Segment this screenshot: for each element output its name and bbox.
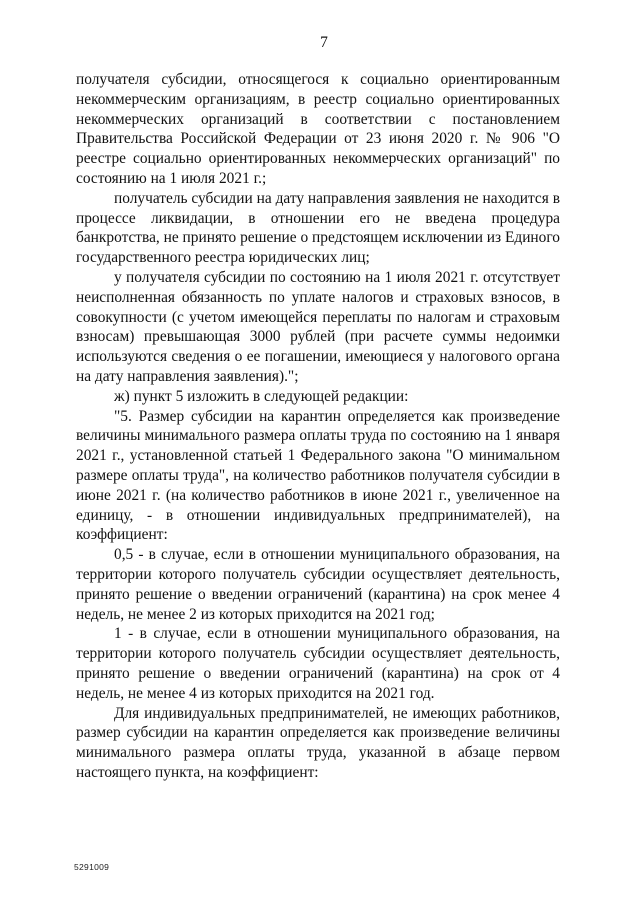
paragraph-8: Для индивидуальных предпринимателей, не имеющих работников, размер субсидии на карантин определяется как произведение величины минимального размера оплаты труда, указанной в абзаце первом настоящего пункта, на коэффициент: <box>76 704 560 781</box>
document-code: 5291009 <box>74 862 110 872</box>
paragraph-7: 1 - в случае, если в отношении муниципального образования, на территории которого получатель субсидии осуществляет деятельность, принято решение о введении ограничений (карантина) на срок от 4 недель, не менее 4 из которых приходится на 2021 год. <box>76 625 560 702</box>
page-number: 7 <box>320 34 328 51</box>
paragraph-4: ж) пункт 5 изложить в следующей редакции: <box>114 387 409 405</box>
paragraph-1: получателя субсидии, относящегося к социально ориентированным некоммерческим организациям, в реестр социально ориентированных некоммерческих организаций в соответствии с постановлением Правительства Российской Федерации от 23 июня 2020 г. № 906 "О реестре социально ориентированных некоммерческих организаций" по состоянию на 1 июля 2021 г.; <box>76 71 560 187</box>
document-body <box>76 70 560 783</box>
paragraph-3: у получателя субсидии по состоянию на 1 июля 2021 г. отсутствует неисполненная обязанность по уплате налогов и страховых взносов, в совокупности (с учетом имеющейся переплаты по налогам и страховым взносам) превышающая 3000 рублей (при расчете суммы недоимки используются сведения о ее погашении, имеющиеся у налогового органа на дату направления заявления)."; <box>76 268 560 385</box>
paragraph-2: получатель субсидии на дату направления заявления не находится в процессе ликвидации, в отношении его не введена процедура банкротства, не принято решение о предстоящем исключении из Единого государственного реестра юридических лиц; <box>76 189 560 267</box>
paragraph-6: 0,5 - в случае, если в отношении муниципального образования, на территории которого получатель субсидии осуществляет деятельность, принято решение о введении ограничений (карантина) на срок менее 4 недель, не менее 2 из которых приходится на 2021 год; <box>76 546 560 623</box>
paragraph-5: "5. Размер субсидии на карантин определяется как произведение величины минимального размера оплаты труда по состоянию на 1 января 2021 г., установленной статьей 1 Федерального закона "О минимальном размере оплаты труда", на количество работников получателя субсидии в июне 2021 г. (на количество работников в июне 2021 г., увеличенное на единицу, - в отношении индивидуальных предпринимателей), на коэффициент: <box>76 407 560 544</box>
